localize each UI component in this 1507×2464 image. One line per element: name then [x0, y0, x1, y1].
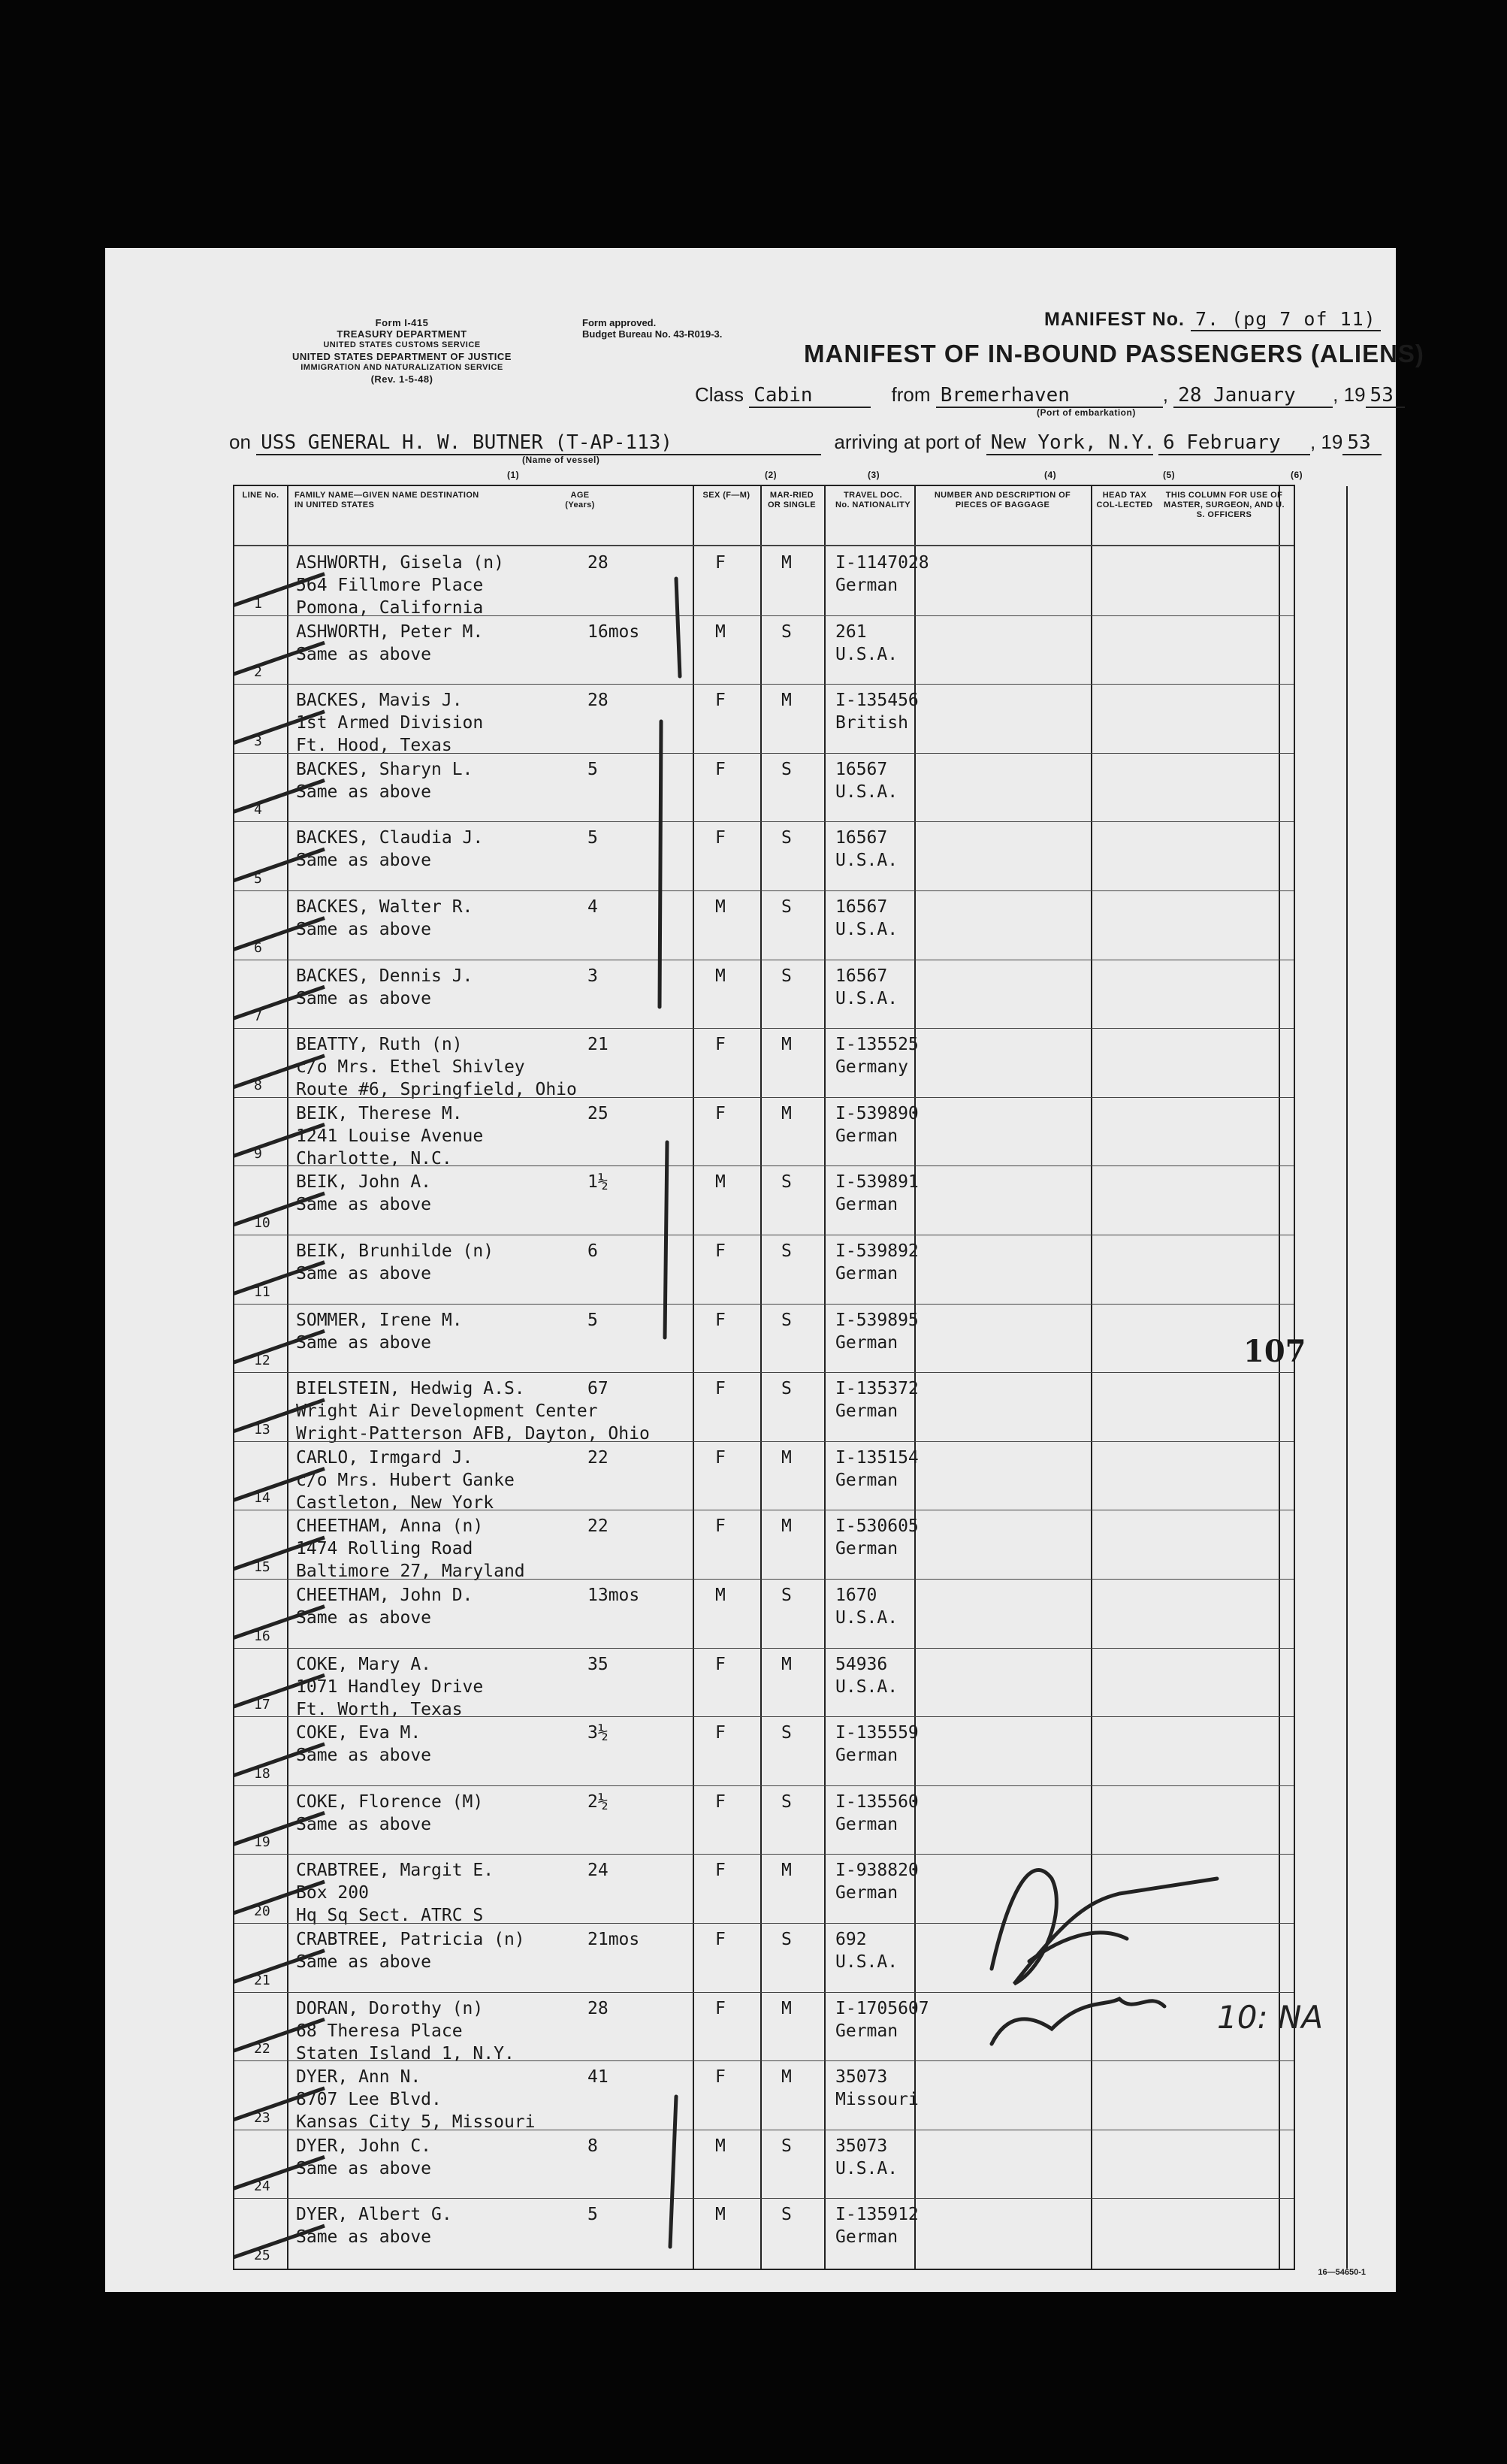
form-approved: Form approved.: [582, 317, 657, 328]
line-number: 11: [254, 1283, 270, 1300]
marital-status: M: [781, 1103, 792, 1123]
passenger-name: DYER, John C.: [296, 2136, 432, 2156]
dept-treasury: TREASURY DEPARTMENT: [337, 328, 467, 340]
travel-doc-number: 16567: [835, 897, 888, 917]
passenger-age: 41: [587, 2067, 609, 2088]
year-prefix: 19: [1343, 383, 1366, 406]
passenger-sex: F: [715, 1447, 726, 1468]
marital-status: M: [781, 1516, 792, 1537]
marital-status: S: [781, 759, 792, 779]
travel-doc-number: I-135560: [835, 1791, 919, 1812]
destination-line: Same as above: [296, 1332, 432, 1353]
destination-line: Charlotte, N.C.: [296, 1148, 452, 1169]
passenger-age: 13mos: [587, 1586, 640, 1605]
col-baggage: NUMBER AND DESCRIPTION OF PIECES OF BAGGAGE: [934, 491, 1071, 509]
passenger-age: 3½: [587, 1723, 609, 1743]
passenger-name: BEATTY, Ruth (n): [296, 1035, 463, 1055]
destination-line: Route #6, Springfield, Ohio: [296, 1080, 577, 1100]
passenger-sex: F: [715, 1998, 726, 2018]
passenger-name: CARLO, Irmgard J.: [296, 1447, 473, 1468]
line-number: 14: [254, 1490, 270, 1507]
marital-status: M: [781, 2067, 792, 2088]
passenger-name: CHEETHAM, Anna (n): [296, 1516, 484, 1537]
page-title: MANIFEST OF IN-BOUND PASSENGERS (ALIENS): [804, 340, 1424, 367]
form-id: Form I-415: [375, 317, 429, 328]
passenger-age: 5: [587, 2205, 598, 2225]
nationality: British: [835, 713, 908, 733]
nationality: German: [835, 1539, 898, 1559]
passenger-age: 16mos: [587, 621, 640, 642]
marital-status: S: [781, 2205, 792, 2225]
passenger-sex: M: [715, 2205, 726, 2225]
marital-status: S: [781, 621, 792, 642]
destination-line: Same as above: [296, 2158, 432, 2178]
passenger-name: DYER, Albert G.: [296, 2205, 452, 2225]
destination-line: 1st Armed Division: [296, 713, 484, 733]
marital-status: S: [781, 897, 792, 917]
line-number: 10: [254, 1214, 270, 1231]
passenger-name: DYER, Ann N.: [296, 2067, 421, 2088]
dept-customs: UNITED STATES CUSTOMS SERVICE: [323, 340, 481, 349]
marital-status: S: [781, 2136, 792, 2156]
form-number: 16—54650-1: [1318, 2268, 1366, 2277]
nationality: German: [835, 1746, 898, 1766]
passenger-name: COKE, Mary A.: [296, 1654, 432, 1674]
on-label: on: [229, 431, 251, 453]
nationality: Missouri: [835, 2090, 919, 2110]
travel-doc-number: 261: [835, 621, 867, 642]
travel-doc-number: I-539895: [835, 1310, 919, 1330]
destination-line: 1474 Rolling Road: [296, 1539, 473, 1559]
marital-status: S: [781, 1791, 792, 1812]
destination-line: Same as above: [296, 920, 432, 939]
line-number: 4: [254, 802, 262, 818]
destination-line: Wright Air Development Center: [296, 1401, 598, 1422]
col-officers: THIS COLUMN FOR USE OF MASTER, SURGEON, AND U. S. OFFICERS: [1164, 491, 1285, 519]
col-age: AGE (Years): [565, 491, 595, 509]
passenger-name: COKE, Florence (M): [296, 1791, 484, 1812]
passenger-sex: F: [715, 1310, 726, 1330]
travel-doc-number: I-539890: [835, 1103, 919, 1123]
nationality: U.S.A.: [835, 920, 898, 939]
marital-status: S: [781, 1172, 792, 1193]
col-travel-doc: TRAVEL DOC. No. NATIONALITY: [835, 491, 911, 509]
passenger-sex: F: [715, 1516, 726, 1537]
line-number: 19: [254, 1834, 270, 1851]
nationality: U.S.A.: [835, 1676, 898, 1697]
passenger-sex: F: [715, 1241, 726, 1261]
passenger-sex: M: [715, 897, 726, 917]
line-number: 1: [254, 595, 262, 612]
destination-line: Staten Island 1, N.Y.: [296, 2043, 515, 2063]
passenger-sex: F: [715, 1035, 726, 1055]
marital-status: S: [781, 1586, 792, 1605]
travel-doc-number: I-539891: [835, 1172, 919, 1193]
travel-doc-number: I-135559: [835, 1723, 919, 1743]
nationality: German: [835, 1195, 898, 1215]
travel-doc-number: I-135525: [835, 1035, 919, 1055]
col-line: LINE No.: [242, 491, 279, 500]
col-number-5: (5): [1163, 470, 1176, 480]
marital-status: M: [781, 1861, 792, 1881]
passenger-sex: F: [715, 1654, 726, 1674]
line-number: 17: [254, 1697, 270, 1713]
col-number-6: (6): [1291, 470, 1303, 480]
destination-line: 8707 Lee Blvd.: [296, 2090, 442, 2110]
passenger-age: 1½: [587, 1172, 609, 1193]
form-revision: (Rev. 1-5-48): [370, 373, 433, 385]
passenger-age: 25: [587, 1103, 609, 1123]
destination-line: Same as above: [296, 988, 432, 1008]
marital-status: S: [781, 1723, 792, 1743]
destination-line: Same as above: [296, 644, 432, 664]
passenger-sex: M: [715, 2136, 726, 2156]
arrival-port: New York, N.Y.: [986, 431, 1153, 455]
line-number: 21: [254, 1972, 270, 1988]
destination-line: Ft. Worth, Texas: [296, 1699, 463, 1719]
passenger-sex: F: [715, 759, 726, 779]
destination-line: Ft. Hood, Texas: [296, 736, 452, 756]
destination-line: Same as above: [296, 851, 432, 871]
col-name: FAMILY NAME—GIVEN NAME DESTINATION IN UNITED STATES: [294, 491, 479, 509]
destination-line: Same as above: [296, 782, 432, 802]
destination-line: Same as above: [296, 1608, 432, 1628]
passenger-age: 21: [587, 1035, 609, 1055]
destination-line: 1241 Louise Avenue: [296, 1126, 484, 1146]
port-caption: (Port of embarkation): [1037, 407, 1136, 418]
nationality: German: [835, 576, 898, 595]
passenger-sex: F: [715, 691, 726, 711]
depart-year: 53: [1366, 384, 1405, 408]
dept-ins: IMMIGRATION AND NATURALIZATION SERVICE: [300, 363, 503, 372]
line-number: 15: [254, 1559, 270, 1575]
passenger-name: COKE, Eva M.: [296, 1723, 421, 1743]
destination-line: 68 Theresa Place: [296, 2021, 463, 2041]
passenger-name: BACKES, Walter R.: [296, 897, 473, 917]
passenger-name: ASHWORTH, Peter M.: [296, 621, 484, 642]
passenger-age: 2½: [587, 1791, 609, 1812]
travel-doc-number: I-135456: [835, 691, 919, 711]
voyage-line: Class Cabin from Bremerhaven , 28 January , 19 53 (Port of embarkation): [695, 383, 1405, 408]
nationality: German: [835, 1814, 898, 1834]
passenger-sex: F: [715, 553, 726, 573]
travel-doc-number: 692: [835, 1930, 867, 1949]
destination-line: Kansas City 5, Missouri: [296, 2112, 536, 2133]
passenger-age: 22: [587, 1447, 609, 1468]
destination-line: Baltimore 27, Maryland: [296, 1562, 525, 1582]
passenger-sex: F: [715, 1930, 726, 1949]
passenger-age: 5: [587, 828, 598, 848]
destination-line: Same as above: [296, 1264, 432, 1283]
travel-doc-number: 16567: [835, 966, 888, 986]
travel-doc-number: I-135912: [835, 2205, 919, 2225]
travel-doc-number: 54936: [835, 1654, 888, 1674]
nationality: U.S.A.: [835, 2158, 898, 2178]
passenger-sex: M: [715, 1172, 726, 1193]
destination-line: 564 Fillmore Place: [296, 576, 484, 595]
line-number: 6: [254, 939, 262, 956]
passenger-age: 35: [587, 1654, 609, 1674]
line-number: 3: [254, 733, 262, 749]
destination-line: Same as above: [296, 1952, 432, 1972]
destination-line: Same as above: [296, 1814, 432, 1834]
marital-status: M: [781, 1998, 792, 2018]
line-number: 25: [254, 2247, 270, 2263]
destination-line: Castleton, New York: [296, 1492, 494, 1513]
line-number: 23: [254, 2109, 270, 2126]
passenger-age: 28: [587, 1998, 609, 2018]
marital-status: S: [781, 966, 792, 986]
travel-doc-number: I-1705607: [835, 1998, 929, 2018]
travel-doc-number: I-539892: [835, 1241, 919, 1261]
arrival-date: 6 February: [1158, 431, 1310, 455]
marital-status: M: [781, 553, 792, 573]
passenger-age: 28: [587, 691, 609, 711]
line-number: 12: [254, 1353, 270, 1369]
line-number: 18: [254, 1765, 270, 1782]
handwritten-marks: [105, 248, 1396, 2292]
col-number-3: (3): [868, 470, 880, 480]
nationality: U.S.A.: [835, 644, 898, 664]
line-number: 16: [254, 1628, 270, 1644]
nationality: German: [835, 1126, 898, 1146]
travel-doc-number: 35073: [835, 2136, 888, 2156]
passenger-age: 6: [587, 1241, 598, 1261]
travel-doc-number: 16567: [835, 828, 888, 848]
passenger-age: 8: [587, 2136, 598, 2156]
destination-line: Hq Sq Sect. ATRC S: [296, 1906, 484, 1926]
manifest-page: [105, 248, 1424, 2292]
col-number-2: (2): [765, 470, 778, 480]
travel-doc-number: 16567: [835, 759, 888, 779]
passenger-name: BACKES, Sharyn L.: [296, 759, 473, 779]
nationality: German: [835, 1883, 898, 1903]
manifest-label: MANIFEST No.: [1044, 309, 1185, 330]
nationality: German: [835, 1470, 898, 1490]
vessel-caption: (Name of vessel): [522, 455, 600, 465]
marital-status: M: [781, 1035, 792, 1055]
from-value: Bremerhaven: [936, 384, 1163, 408]
nationality: German: [835, 2021, 898, 2041]
passenger-age: 24: [587, 1861, 609, 1881]
destination-line: Pomona, California: [296, 598, 484, 618]
passenger-name: BACKES, Claudia J.: [296, 828, 484, 848]
dept-justice: UNITED STATES DEPARTMENT OF JUSTICE: [292, 351, 512, 362]
destination-line: 1071 Handley Drive: [296, 1676, 484, 1697]
marital-status: S: [781, 1379, 792, 1399]
passenger-name: BACKES, Dennis J.: [296, 966, 473, 986]
class-value: Cabin: [749, 384, 871, 408]
passenger-name: SOMMER, Irene M.: [296, 1310, 463, 1330]
passenger-name: CRABTREE, Margit E.: [296, 1861, 494, 1881]
passenger-age: 22: [587, 1516, 609, 1537]
col-sex: SEX (F—M): [702, 491, 750, 500]
passenger-name: BIELSTEIN, Hedwig A.S.: [296, 1379, 525, 1399]
nationality: U.S.A.: [835, 1952, 898, 1972]
line-number: 7: [254, 1008, 262, 1025]
marital-status: M: [781, 1447, 792, 1468]
nationality: U.S.A.: [835, 988, 898, 1008]
marital-status: S: [781, 1310, 792, 1330]
passenger-sex: M: [715, 621, 726, 642]
passenger-age: 67: [587, 1379, 609, 1399]
passenger-name: BEIK, Therese M.: [296, 1103, 463, 1123]
passenger-name: BACKES, Mavis J.: [296, 691, 463, 711]
destination-line: Same as above: [296, 1195, 432, 1215]
line-number: 9: [254, 1146, 262, 1162]
manifest-value: 7. (pg 7 of 11): [1191, 308, 1381, 331]
travel-doc-number: I-135154: [835, 1447, 919, 1468]
from-label: from: [891, 383, 931, 406]
passenger-name: ASHWORTH, Gisela (n): [296, 553, 504, 573]
line-number: 8: [254, 1077, 262, 1093]
nationality: German: [835, 1264, 898, 1283]
destination-line: Wright-Patterson AFB, Dayton, Ohio: [296, 1424, 650, 1444]
passenger-age: 3: [587, 966, 598, 986]
passenger-name: DORAN, Dorothy (n): [296, 1998, 484, 2018]
travel-doc-number: 1670: [835, 1586, 877, 1605]
passenger-sex: F: [715, 2067, 726, 2088]
passenger-age: 5: [587, 1310, 598, 1330]
travel-doc-number: I-938820: [835, 1861, 919, 1881]
travel-doc-number: I-530605: [835, 1516, 919, 1537]
col-number-1: (1): [507, 470, 520, 480]
col-number-4: (4): [1044, 470, 1057, 480]
destination-line: Same as above: [296, 2227, 432, 2248]
vessel-name: USS GENERAL H. W. BUTNER (T-AP-113): [256, 431, 821, 455]
passenger-name: BEIK, John A.: [296, 1172, 432, 1193]
line-number: 13: [254, 1421, 270, 1438]
depart-date: 28 January: [1173, 384, 1333, 408]
marital-status: S: [781, 828, 792, 848]
handwritten-note: 10: NA: [1217, 1999, 1324, 2036]
destination-line: c/o Mrs. Hubert Ganke: [296, 1470, 515, 1490]
vessel-line: on USS GENERAL H. W. BUTNER (T-AP-113) arriving at port of New York, N.Y. 6 February , 19 53 (Name of vessel): [229, 431, 1382, 455]
passenger-sex: M: [715, 1586, 726, 1605]
travel-doc-number: 35073: [835, 2067, 888, 2088]
marital-status: S: [781, 1241, 792, 1261]
nationality: German: [835, 1401, 898, 1422]
class-label: Class: [695, 383, 744, 406]
destination-line: Same as above: [296, 1746, 432, 1766]
nationality: U.S.A.: [835, 1608, 898, 1628]
budget-number: Budget Bureau No. 43-R019-3.: [582, 328, 723, 340]
marital-status: M: [781, 1654, 792, 1674]
passenger-sex: F: [715, 1723, 726, 1743]
passenger-name: CRABTREE, Patricia (n): [296, 1930, 525, 1949]
passenger-sex: F: [715, 1379, 726, 1399]
line-number: 20: [254, 1903, 270, 1919]
passenger-age: 4: [587, 897, 598, 917]
nationality: German: [835, 2227, 898, 2248]
year-prefix: 19: [1321, 431, 1343, 453]
passenger-age: 5: [587, 759, 598, 779]
col-married: MAR-RIED OR SINGLE: [767, 491, 817, 509]
travel-doc-number: I-135372: [835, 1379, 919, 1399]
nationality: Germany: [835, 1057, 908, 1078]
arriving-label: arriving at port of: [834, 431, 981, 453]
passenger-sex: F: [715, 828, 726, 848]
arrival-year: 53: [1342, 431, 1382, 455]
passenger-age: 28: [587, 553, 609, 573]
passenger-name: CHEETHAM, John D.: [296, 1586, 473, 1605]
marital-status: M: [781, 691, 792, 711]
line-number: 2: [254, 664, 262, 681]
nationality: U.S.A.: [835, 851, 898, 871]
passenger-name: BEIK, Brunhilde (n): [296, 1241, 494, 1261]
passenger-sex: F: [715, 1791, 726, 1812]
line-number: 24: [254, 2178, 270, 2195]
destination-line: Box 200: [296, 1883, 369, 1903]
line-number: 22: [254, 2041, 270, 2057]
passenger-sex: F: [715, 1861, 726, 1881]
line-number: 5: [254, 870, 262, 887]
nationality: U.S.A.: [835, 782, 898, 802]
passenger-sex: M: [715, 966, 726, 986]
marital-status: S: [781, 1930, 792, 1949]
nationality: German: [835, 1332, 898, 1353]
stamp-number: 107: [1243, 1334, 1306, 1369]
destination-line: c/o Mrs. Ethel Shivley: [296, 1057, 525, 1078]
passenger-sex: F: [715, 1103, 726, 1123]
travel-doc-number: I-1147028: [835, 553, 929, 573]
passenger-age: 21mos: [587, 1930, 640, 1949]
col-head-tax: HEAD TAX COL-LECTED: [1096, 491, 1153, 509]
